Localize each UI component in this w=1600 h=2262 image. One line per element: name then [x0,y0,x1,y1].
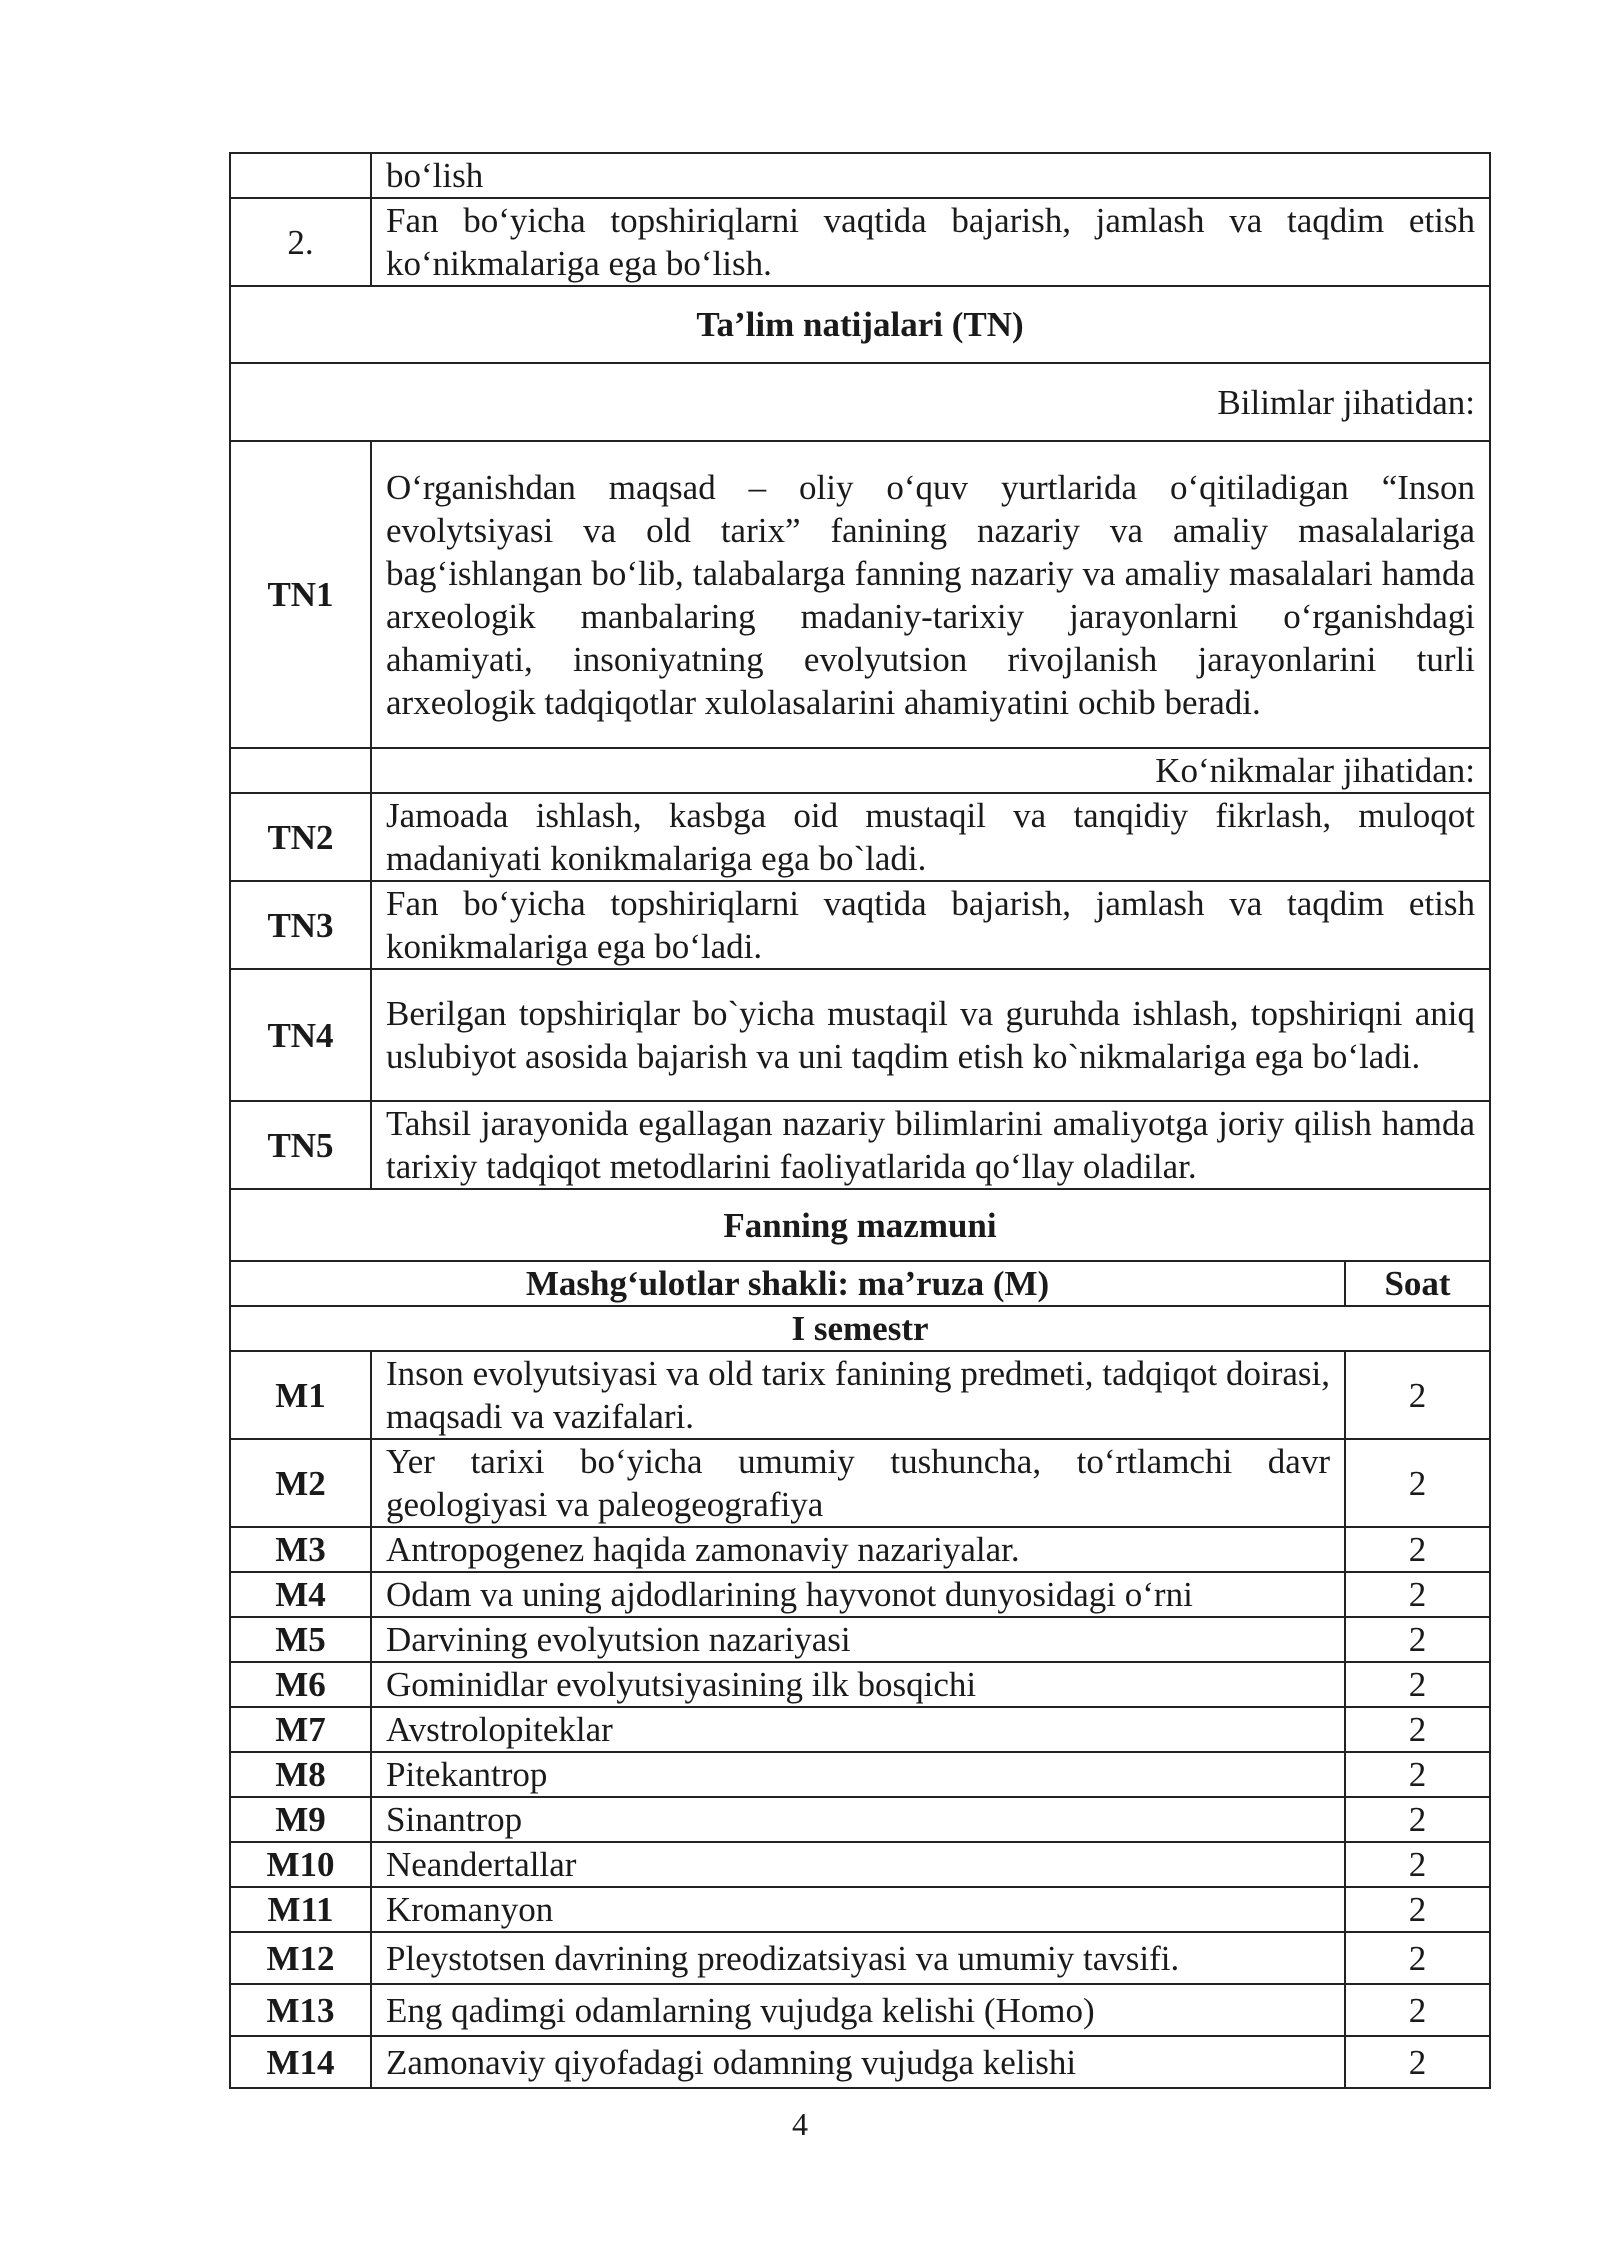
hours-header: Soat [1345,1261,1490,1306]
lecture-code: M10 [230,1842,371,1887]
outcome-text: Berilgan topshiriqlar bo`yicha mustaqil va guruhda ishlash, topshiriqni aniq uslubiyot asosida bajarish va uni taqdim etish ko`nikmalariga ega bo‘ladi. [371,969,1490,1101]
lecture-topic: Pitekantrop [371,1752,1345,1797]
lecture-code: M2 [230,1439,371,1527]
lecture-code: M6 [230,1662,371,1707]
lecture-row [230,1707,1490,1752]
table-row [230,153,1490,198]
outcome-text: Jamoada ishlash, kasbga oid mustaqil va tanqidiy fikrlash, muloqot madaniyati konikmalariga ega bo`ladi. [371,793,1490,881]
outcomes-heading: Ta’lim natijalari (TN) [230,286,1490,363]
lecture-code: M4 [230,1572,371,1617]
outcome-row [230,969,1490,1101]
lecture-hours: 2 [1345,1887,1490,1932]
lecture-code: M14 [230,2036,371,2088]
lecture-topic: Neandertallar [371,1842,1345,1887]
outcome-code: TN4 [230,969,371,1101]
lecture-code: M3 [230,1527,371,1572]
lecture-hours: 2 [1345,1984,1490,2036]
lecture-code: M5 [230,1617,371,1662]
lecture-row [230,1439,1490,1527]
outcome-code: TN2 [230,793,371,881]
lecture-hours: 2 [1345,1572,1490,1617]
lecture-code: M8 [230,1752,371,1797]
lecture-form-header: Mashg‘ulotlar shakli: ma’ruza (M) [230,1261,1345,1306]
skills-label: Ko‘nikmalar jihatidan: [371,748,1490,793]
lecture-topic: Zamonaviy qiyofadagi odamning vujudga kelishi [371,2036,1345,2088]
lecture-row [230,1752,1490,1797]
lecture-row [230,1932,1490,1984]
outcome-code: TN3 [230,881,371,969]
outcome-text: Tahsil jarayonida egallagan nazariy bilimlarini amaliyotga joriy qilish hamda tarixiy tadqiqot metodlarini faoliyatlarida qo‘llay oladilar. [371,1101,1490,1189]
lecture-hours: 2 [1345,1662,1490,1707]
lecture-hours: 2 [1345,1842,1490,1887]
lecture-row [230,1887,1490,1932]
lecture-topic: Kromanyon [371,1887,1345,1932]
curriculum-table [229,152,1491,2089]
lecture-topic: Yer tarixi bo‘yicha umumiy tushuncha, to‘rtlamchi davr geologiyasi va paleogeografiya [371,1439,1345,1527]
content-heading: Fanning mazmuni [230,1189,1490,1261]
lecture-hours: 2 [1345,2036,1490,2088]
row-code-cell: 2. [230,198,371,286]
lecture-hours: 2 [1345,1617,1490,1662]
lecture-row [230,1351,1490,1439]
outcome-row [230,441,1490,748]
lecture-hours: 2 [1345,1351,1490,1439]
lecture-topic: Antropogenez haqida zamonaviy nazariyalar. [371,1527,1345,1572]
lecture-code: M13 [230,1984,371,2036]
lecture-hours: 2 [1345,1707,1490,1752]
lecture-topic: Odam va uning ajdodlarining hayvonot dunyosidagi o‘rni [371,1572,1345,1617]
lecture-topic: Gominidlar evolyutsiyasining ilk bosqichi [371,1662,1345,1707]
lecture-hours: 2 [1345,1797,1490,1842]
table-row [230,198,1490,286]
subheading-row [230,363,1490,441]
lecture-code: M9 [230,1797,371,1842]
lecture-row [230,1797,1490,1842]
row-text-cell: bo‘lish [371,153,1490,198]
lecture-row [230,1617,1490,1662]
semester-row [230,1306,1490,1351]
outcome-code: TN5 [230,1101,371,1189]
lecture-topic: Avstrolopiteklar [371,1707,1345,1752]
lecture-hours: 2 [1345,1752,1490,1797]
lecture-row [230,1842,1490,1887]
lecture-row [230,1572,1490,1617]
outcome-row [230,1101,1490,1189]
lecture-row [230,2036,1490,2088]
outcome-row [230,793,1490,881]
lecture-code: M7 [230,1707,371,1752]
empty-cell [230,748,371,793]
outcome-text: O‘rganishdan maqsad – oliy o‘quv yurtlarida o‘qitiladigan “Inson evolytsiyasi va old tarix” fanining nazariy va amaliy masalalariga bag‘ishlangan bo‘lib, talabalarga fanning nazariy va amaliy masalalari hamda arxeologik manbalaring madaniy-tarixiy jarayonlarni o‘rganishdagi ahamiyati, insoniyatning evolyutsion rivojlanish jarayonlarini turli arxeologik tadqiqotlar xulolasalarini ahamiyatini ochib beradi. [371,441,1490,748]
lecture-row [230,1662,1490,1707]
outcome-text: Fan bo‘yicha topshiriqlarni vaqtida bajarish, jamlash va taqdim etish konikmalariga ega bo‘ladi. [371,881,1490,969]
outcome-row [230,881,1490,969]
semester-label: I semestr [230,1306,1490,1351]
lecture-hours: 2 [1345,1932,1490,1984]
lecture-header-row [230,1261,1490,1306]
lecture-code: M11 [230,1887,371,1932]
lecture-hours: 2 [1345,1527,1490,1572]
lecture-row [230,1984,1490,2036]
lecture-topic: Darvining evolyutsion nazariyasi [371,1617,1345,1662]
section-heading-row [230,1189,1490,1261]
subheading-row [230,748,1490,793]
lecture-topic: Pleystotsen davrining preodizatsiyasi va umumiy tavsifi. [371,1932,1345,1984]
section-heading-row [230,286,1490,363]
page-number: 4 [792,2106,808,2142]
lecture-code: M1 [230,1351,371,1439]
lecture-topic: Inson evolyutsiyasi va old tarix fanining predmeti, tadqiqot doirasi, maqsadi va vazifalari. [371,1351,1345,1439]
lecture-topic: Eng qadimgi odamlarning vujudga kelishi (Homo) [371,1984,1345,2036]
lecture-row [230,1527,1490,1572]
row-text-cell: Fan bo‘yicha topshiriqlarni vaqtida bajarish, jamlash va taqdim etish ko‘nikmalariga ega bo‘lish. [371,198,1490,286]
lecture-topic: Sinantrop [371,1797,1345,1842]
knowledge-label: Bilimlar jihatidan: [230,363,1490,441]
lecture-code: M12 [230,1932,371,1984]
row-code-cell [230,153,371,198]
lecture-hours: 2 [1345,1439,1490,1527]
outcome-code: TN1 [230,441,371,748]
